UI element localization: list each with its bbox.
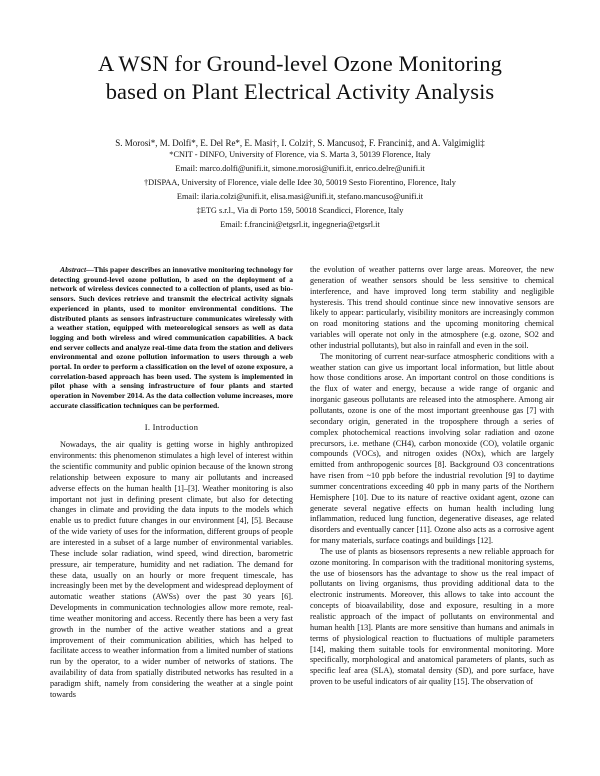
right-paragraph-1: the evolution of weather patterns over large areas. Moreover, the new generation of weather sensors should be less sensitive to chemical interference, and have improved long term stability and negligible hysteresis. This trend should continue since new innovative sensors are likely to appear: particularly, visibility monitors are increasingly common on road monitoring stations and the upcoming monitoring chemical variables will operate not only in the atmosphere (e.g. ozone, SO2 and other industrial pollutants), but also in rainfall and even in the soil. bbox=[310, 265, 554, 350]
affiliation-3: ‡ETG s.r.l., Via di Porto 159, 50018 Scandicci, Florence, Italy bbox=[196, 206, 404, 215]
right-paragraph-3: The use of plants as biosensors represents a new reliable approach for ozone monitoring. In comparison with the traditional monitoring systems, the use of biosensors has the advantage to show us the real impact of pollutants on living organisms, thus providing additional data to the electronic instruments. Moreover, this allows to take into account the concepts of bioavailability, dose and exposure, resulting in a more realistic approach of the impact of pollutants on environmental and human health [13]. Plants are more sensitive than humans and animals in terms of physiological reaction to fluctuations of multiple parameters [14], making them suitable tools for environmental monitoring. More specifically, morphological and anatomical parameters of plants, such as specific leaf area (SLA), stomatal density (SD), and pore surface, have proven to be useful indicators of air quality [15]. The observation of bbox=[310, 546, 554, 687]
paper-title bbox=[0, 50, 600, 106]
email-3: Email: f.francini@etgsrl.it, ingegneria@etgsrl.it bbox=[220, 220, 380, 229]
affiliation-1: *CNIT - DINFO, University of Florence, via S. Marta 3, 50139 Florence, Italy bbox=[169, 150, 431, 159]
abstract bbox=[50, 265, 293, 411]
title-line-2: based on Plant Electrical Activity Analysis bbox=[105, 79, 495, 104]
author-list: S. Morosi*, M. Dolfi*, E. Del Re*, E. Masi†, I. Colzi†, S. Mancuso‡, F. Francini‡, and A. Valgimigli‡ bbox=[115, 138, 485, 148]
right-column bbox=[310, 265, 554, 688]
email-2: Email: ilaria.colzi@unifi.it, elisa.masi@unifi.it, stefano.mancuso@unifi.it bbox=[176, 192, 424, 201]
right-paragraph-2: The monitoring of current near-surface atmospheric conditions with a weather station can give us important local information, but little about how those conditions arose. An important control on those conditions is the flux of water and energy, because a wide range of organic and inorganic gaseous pollutants are released into the atmosphere. Among air pollutants, ozone is one of the most important greenhouse gas [7] with secondary origin, generated in the troposphere through a series of complex photochemical reactions involving solar radiation and ozone precursors, i.e. methane (CH4), carbon monoxide (CO), volatile organic compounds (VOCs), and nitrogen oxides (NOx), which are largely emitted from anthropogenic sources [8]. Background O3 concentrations have risen from ~10 ppb before the industrial revolution [9] to daytime summer concentrations exceeding 40 ppb in many parts of the Northern Hemisphere [10]. Due to its nature of reactive oxidant agent, ozone can generate several negative effects on human health including lung inflammation, reduced lung function, degenerative diseases, age related disorders and eventually cancer [11]. Ozone also acts as a corrosive agent for many materials, surface coatings and buildings [12]. bbox=[310, 351, 554, 546]
intro-paragraph: Nowadays, the air quality is getting worse in highly anthropized environments: this phenomenon stimulates a high level of interest within the scientific community and public opinion because of the known strong relationship between exposure to many air pollutants and increased adverse effects on the human health [1]–[3]. Weather monitoring is also important not just in defining present climate, but also for detecting changes in climate and providing the data inputs to the models which enable us to predict future changes in our environment [4], [5]. Because of the wide variety of uses for the information, different groups of people are interested in a subset of a large number of environmental variables. These include solar radiation, wind speed, wind direction, barometric pressure, air temperature, humidity and net radiation. The demand for these data, usually on an hourly or more frequent timescale, has increasingly been met by the development and widespread deployment of automatic weather stations (AWSs) over the past 30 years [6]. Developments in communication technologies allow more remote, real-time weather monitoring and access. Recently there has been a very fast growth in the number of the active weather stations and a great improvement of their communication abilities, which has helped to facilitate access to weather information from a limited number of stations run by the operator, to a wider number of networks of stations. The availability of data from spatially distributed networks has resulted in a paradigm shift, namely from considering the weather at a single point towards bbox=[50, 440, 293, 699]
abstract-text: —This paper describes an innovative monitoring technology for detecting ground-level ozone pollution, b ased on the deployment of a network of wireless devices connected to a collection of plants, used as bio-sensors. Such devices retrieve and transmit the electrical activity signals experienced in plants, used to monitor environmental conditions. The distributed plants as sensors infrastructure communicates wirelessly with a weather station, equipped with meteorological sensors as well as data logging and both wireless and wired communication capabilities. A back end server collects and analyze real-time data from the station and delivers environmental and ozone pollution information to users through a web portal. In order to perform a classification on the level of ozone exposure, a correlation-based approach has been used. The system is implemented in pilot phase with a sensing infrastructure of four plants and started operation in November 2014. As the data collection volume increases, more accurate classification techniques can be performed. bbox=[50, 265, 293, 410]
left-column bbox=[50, 265, 293, 701]
email-1: Email: marco.dolfi@unifi.it, simone.morosi@unifi.it, enrico.delre@unifi.it bbox=[175, 164, 425, 173]
section-heading: I. Introduction bbox=[144, 421, 199, 432]
abstract-label: Abstract bbox=[60, 265, 87, 274]
title-line-1: A WSN for Ground-level Ozone Monitoring bbox=[97, 51, 503, 76]
affiliation-2: †DISPAA, University of Florence, viale delle Idee 30, 50019 Sesto Fiorentino, Florence, Italy bbox=[144, 178, 456, 187]
